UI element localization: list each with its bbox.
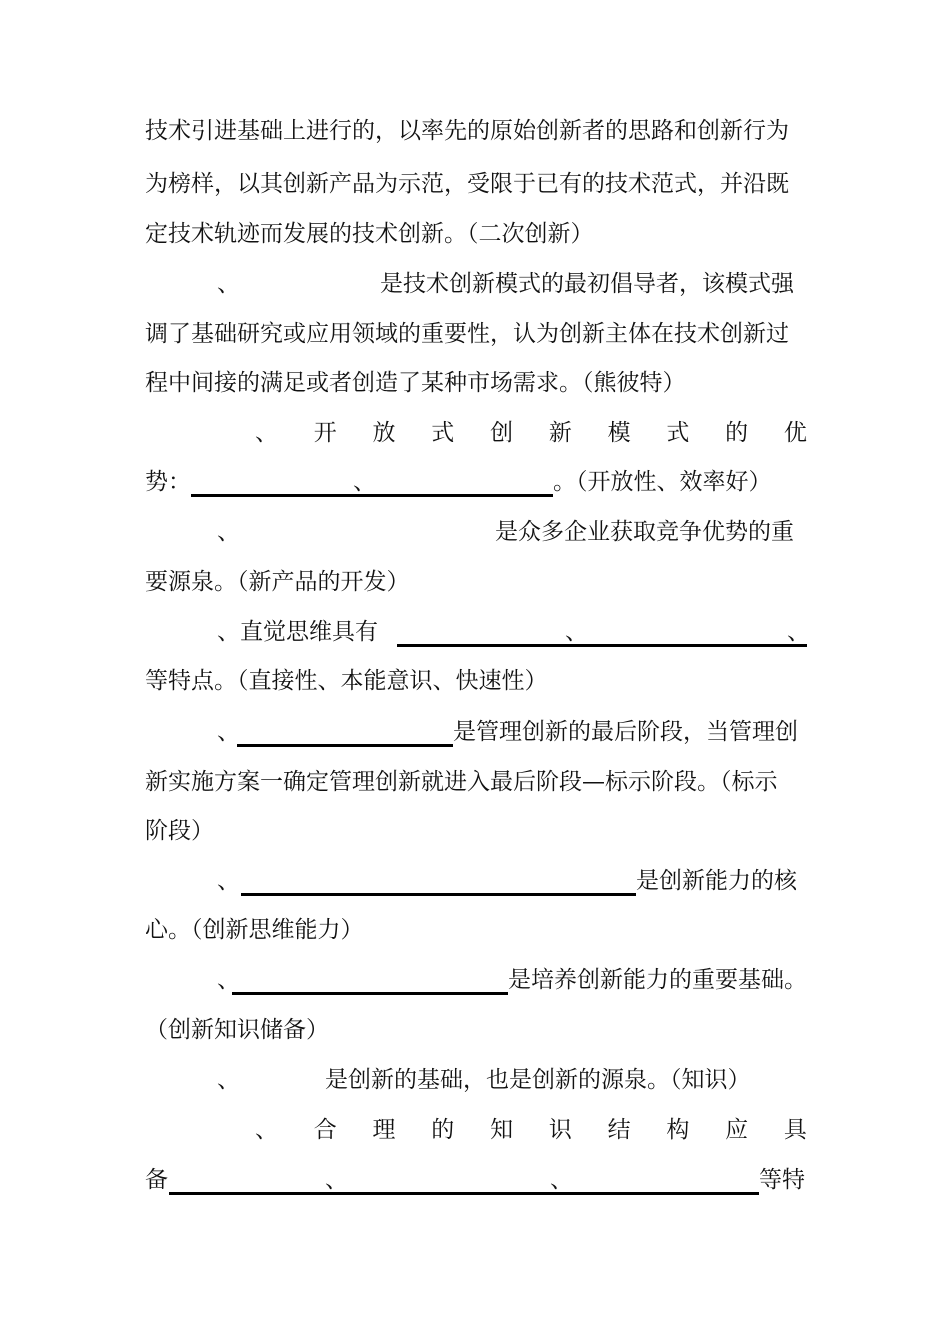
question-line (145, 861, 807, 901)
question-text: 是管理创新的最后阶段，当管理创 (453, 719, 798, 745)
spaced-line (255, 1110, 807, 1150)
separator: 、 (550, 1167, 573, 1193)
spaced-char: 、 (255, 420, 278, 446)
spaced-char: 的 (725, 420, 749, 446)
spaced-char: 新 (548, 420, 572, 446)
separator: 、 (565, 619, 588, 645)
paragraph-line: 程中间接的满足或者创造了某种市场需求。（熊彼特） (145, 370, 686, 396)
separator: 、 (787, 619, 810, 645)
blank-underline (169, 1160, 759, 1200)
spaced-char: 结 (607, 1117, 631, 1143)
enum-mark: 、 (217, 271, 240, 297)
question-text: 是创新的基础，也是创新的源泉。（知识） (325, 1067, 751, 1093)
paragraph-line: 阶段） (145, 818, 214, 844)
blank-underline (237, 712, 453, 752)
paragraph-line: 定技术轨迹而发展的技术创新。（二次创新） (145, 221, 594, 247)
enum-mark: 、 (217, 967, 240, 993)
question-line (145, 264, 807, 304)
question-line (145, 1060, 807, 1100)
question-line (145, 960, 807, 1000)
paragraph-line: 技术引进基础上进行的，以率先的原始创新者的思路和创新行为 (145, 118, 789, 144)
spaced-char: 的 (431, 1117, 455, 1143)
spaced-char: 式 (431, 420, 455, 446)
prefix-text: 势： (145, 469, 191, 495)
paragraph-line: 要源泉。（新产品的开发） (145, 569, 410, 595)
spaced-char: 放 (372, 420, 396, 446)
paragraph-line: 调了基础研究或应用领域的重要性，认为创新主体在技术创新过 (145, 321, 789, 347)
question-text: 是技术创新模式的最初倡导者，该模式强 (380, 271, 794, 297)
spaced-char: 、 (255, 1117, 278, 1143)
prefix-text: 备 (145, 1167, 168, 1193)
spaced-char: 识 (548, 1117, 572, 1143)
question-text: 是培养创新能力的重要基础。 (508, 967, 807, 993)
separator: 、 (353, 469, 376, 495)
enum-mark: 、 (217, 868, 240, 894)
enum-mark: 、 (217, 519, 240, 545)
blank-underline (232, 960, 508, 1000)
question-line (145, 612, 810, 652)
blank-underline (241, 861, 636, 901)
answer-line (145, 462, 807, 502)
paragraph-line: （创新知识储备） (145, 1017, 329, 1043)
enum-mark: 、 (217, 1067, 240, 1093)
question-text: 是众多企业获取竞争优势的重 (495, 519, 794, 545)
blank-underline (397, 612, 807, 652)
spaced-char: 具 (783, 1117, 807, 1143)
answer-text: 。（开放性、效率好） (553, 469, 772, 495)
spaced-line (255, 413, 807, 453)
spaced-char: 模 (607, 420, 631, 446)
spaced-char: 应 (725, 1117, 749, 1143)
question-line (145, 712, 807, 752)
question-text: 、直觉思维具有 (217, 619, 378, 645)
spaced-char: 创 (490, 420, 514, 446)
spaced-char: 理 (372, 1117, 396, 1143)
spaced-char: 优 (783, 420, 807, 446)
separator: 、 (325, 1167, 348, 1193)
spaced-char: 构 (666, 1117, 690, 1143)
question-line (145, 512, 807, 552)
paragraph-line: 心。（创新思维能力） (145, 917, 364, 943)
enum-mark: 、 (217, 719, 240, 745)
spaced-char: 知 (490, 1117, 514, 1143)
spaced-char: 式 (666, 420, 690, 446)
question-text: 是创新能力的核 (636, 868, 797, 894)
question-text: 等特 (759, 1167, 805, 1193)
spaced-char: 开 (313, 420, 337, 446)
spaced-char: 合 (313, 1117, 337, 1143)
paragraph-line: 等特点。（直接性、本能意识、快速性） (145, 668, 548, 694)
answer-line (145, 1160, 807, 1200)
paragraph-line: 新实施方案一确定管理创新就进入最后阶段—标示阶段。（标示 (145, 769, 778, 795)
paragraph-line: 为榜样，以其创新产品为示范，受限于已有的技术范式，并沿既 (145, 171, 789, 197)
